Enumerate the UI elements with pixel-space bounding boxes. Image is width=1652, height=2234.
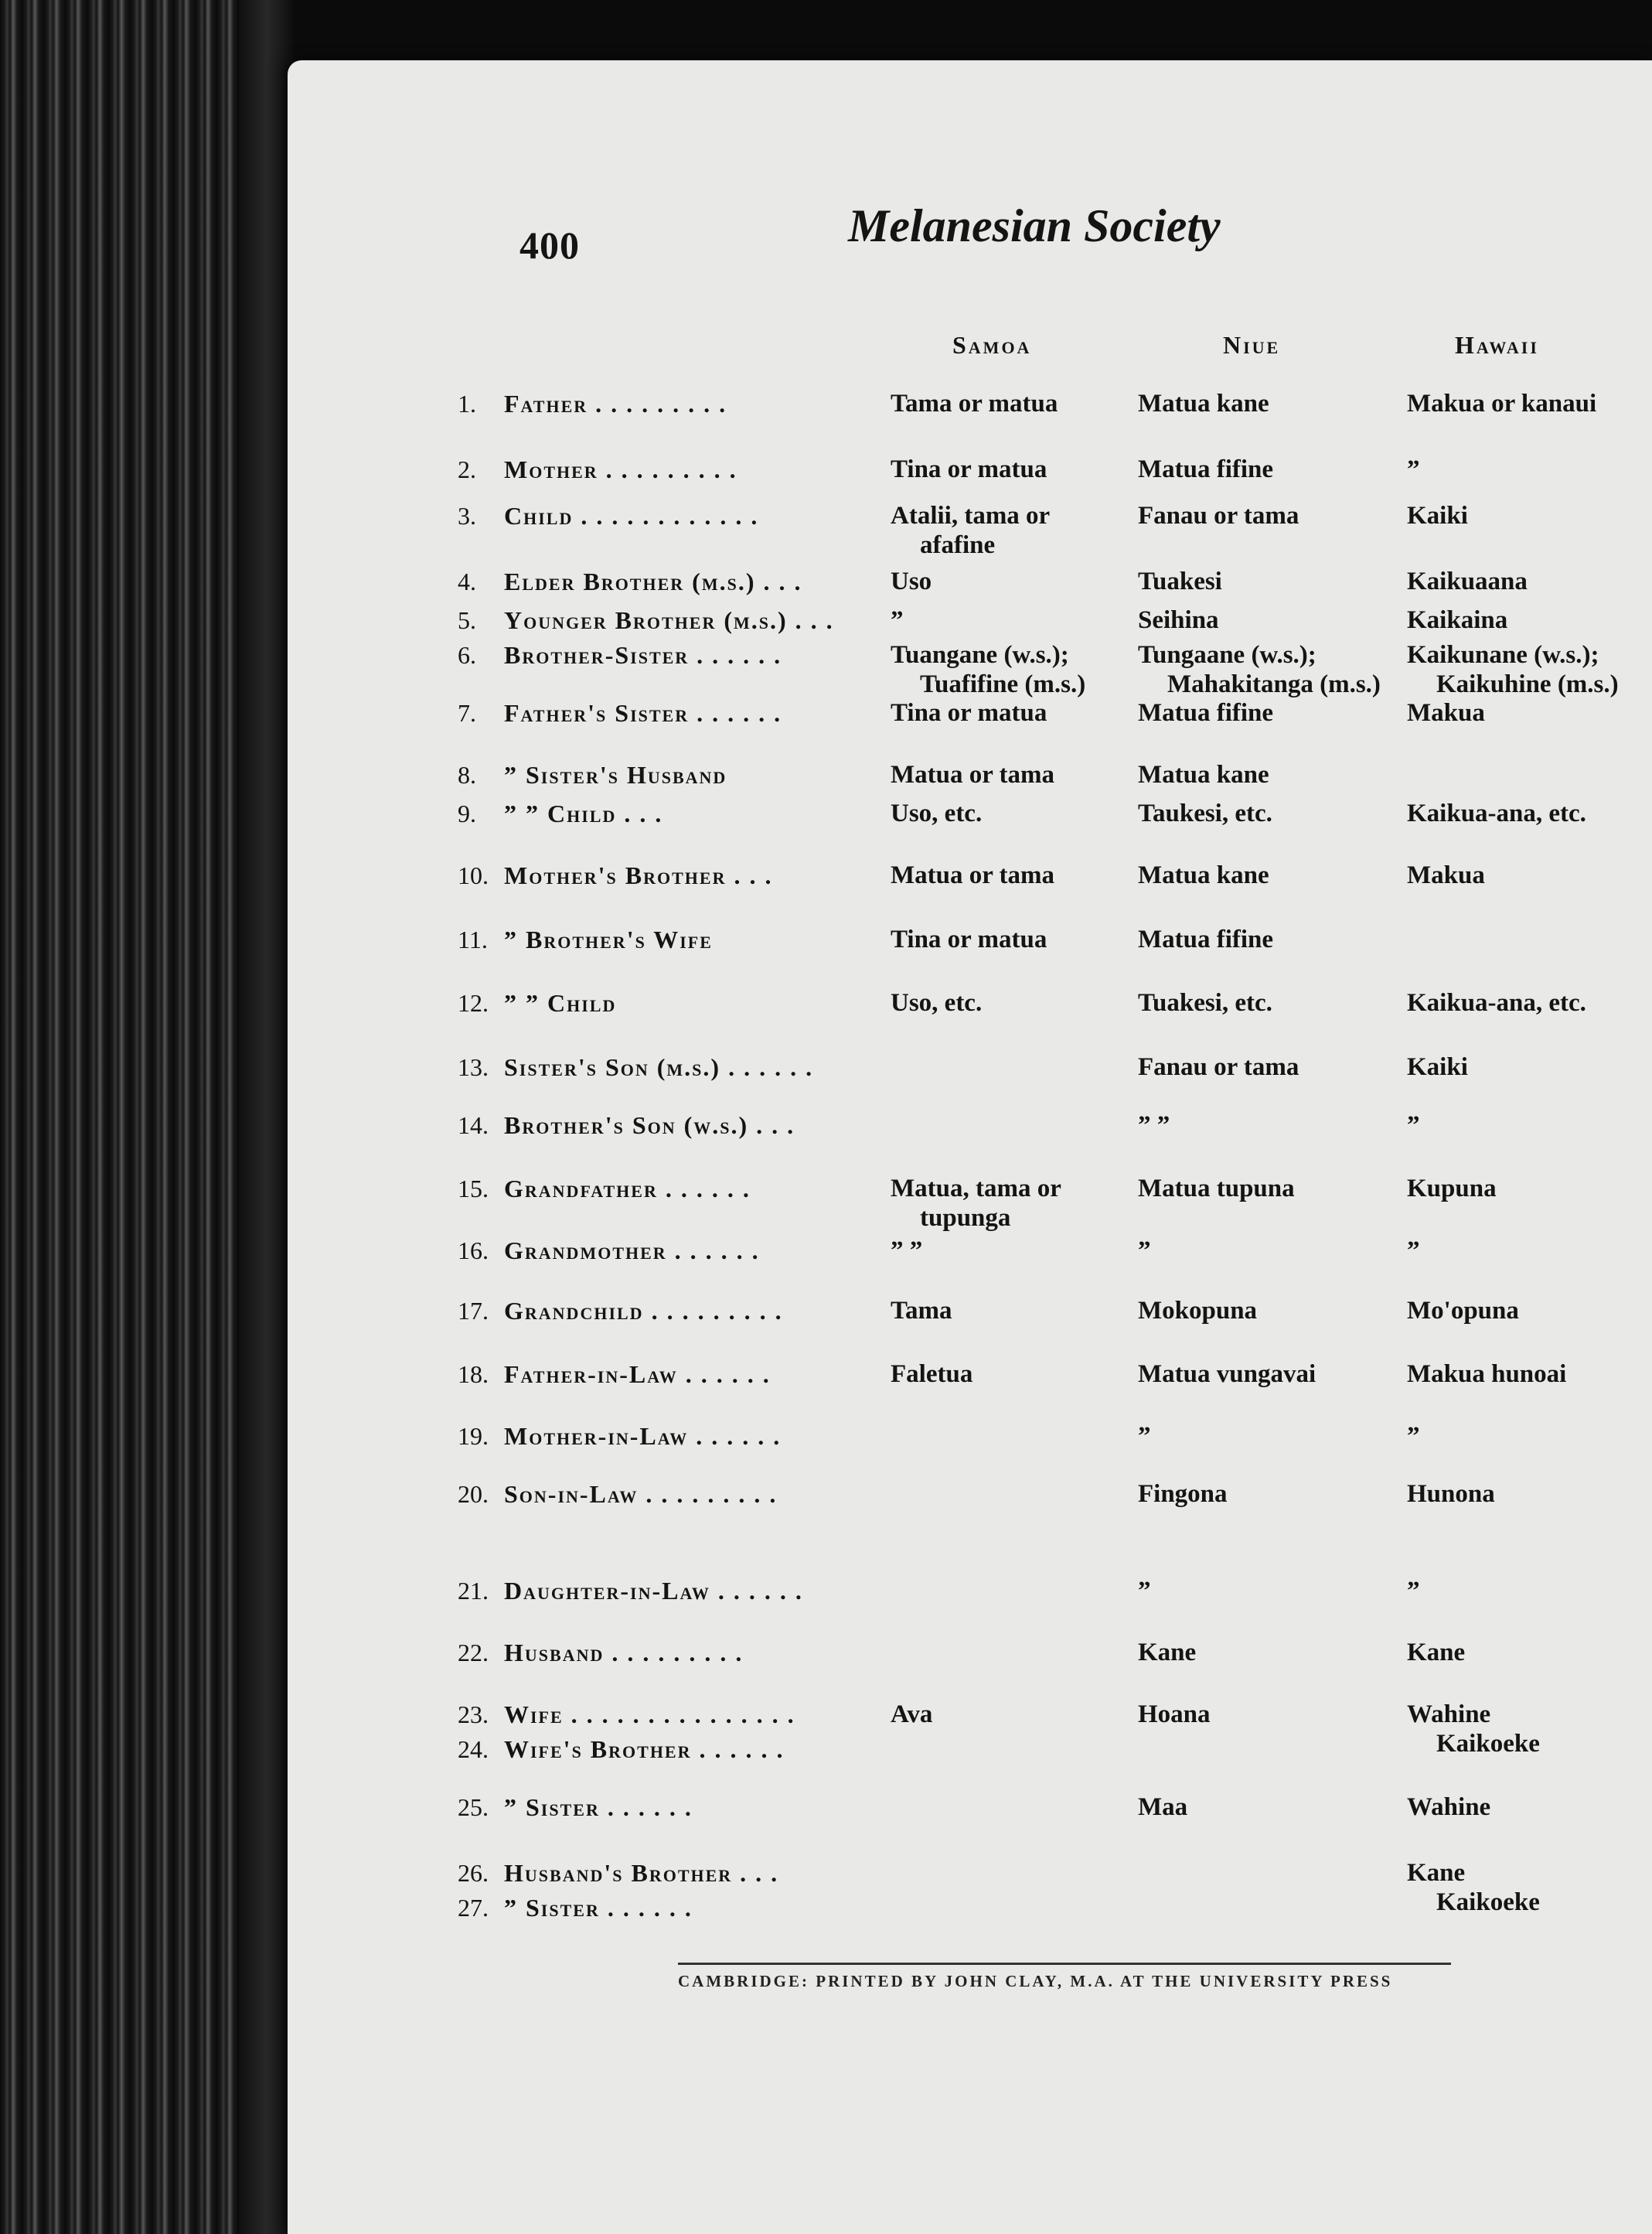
samoa-term bbox=[891, 455, 1047, 484]
niue-term-line: Fingona bbox=[1138, 1480, 1228, 1508]
table-row bbox=[288, 799, 1652, 830]
table-row bbox=[288, 605, 1652, 636]
niue-term-line: ” bbox=[1138, 1577, 1151, 1605]
row-number: 12. bbox=[458, 989, 489, 1017]
hawaii-term bbox=[1407, 1479, 1495, 1509]
niue-term bbox=[1138, 1638, 1196, 1667]
niue-term-line: Matua fifine bbox=[1138, 699, 1274, 727]
samoa-term-line: Uso bbox=[891, 568, 932, 595]
niue-term-line: Mokopuna bbox=[1138, 1297, 1258, 1325]
hawaii-term-line: Kaikuaana bbox=[1407, 568, 1528, 595]
row-number: 17. bbox=[458, 1297, 489, 1325]
table-row bbox=[288, 640, 1652, 698]
hawaii-term-line: Makua bbox=[1407, 861, 1485, 889]
hawaii-term bbox=[1407, 1792, 1490, 1822]
table-row bbox=[288, 1576, 1652, 1607]
niue-term bbox=[1138, 1792, 1187, 1822]
samoa-term bbox=[891, 1236, 922, 1265]
table-row bbox=[288, 760, 1652, 791]
table-row bbox=[288, 925, 1652, 956]
niue-term-line: Kane bbox=[1138, 1639, 1197, 1666]
niue-term-line: Maa bbox=[1138, 1793, 1188, 1821]
kinship-term: Elder Brother (m.s.) . . . bbox=[504, 568, 802, 595]
kinship-term: ” ” Child bbox=[504, 989, 617, 1017]
table-row bbox=[288, 988, 1652, 1019]
niue-term-line: Tungaane (w.s.); bbox=[1138, 641, 1316, 669]
hawaii-term bbox=[1407, 1421, 1420, 1451]
column-header-hawaii: Hawaii bbox=[1455, 331, 1539, 359]
kinship-term: Husband . . . . . . . . . bbox=[504, 1639, 744, 1666]
table-row bbox=[288, 1421, 1652, 1452]
samoa-term-line: Atalii, tama or bbox=[891, 502, 1051, 530]
hawaii-term bbox=[1407, 455, 1420, 484]
samoa-term-line: tupunga bbox=[920, 1204, 1011, 1232]
kinship-term: Grandmother . . . . . . bbox=[504, 1236, 760, 1264]
niue-term bbox=[1138, 640, 1381, 699]
hawaii-term bbox=[1407, 1110, 1420, 1140]
kinship-term: ” Sister . . . . . . bbox=[504, 1793, 693, 1821]
table-row bbox=[288, 389, 1652, 420]
column-header-niue: Niue bbox=[1223, 331, 1281, 359]
table-row bbox=[288, 698, 1652, 729]
hawaii-term bbox=[1407, 640, 1619, 699]
row-number: 11. bbox=[458, 926, 488, 953]
niue-term bbox=[1138, 799, 1272, 828]
row-number: 14. bbox=[458, 1111, 489, 1139]
hawaii-term bbox=[1407, 1638, 1465, 1667]
kinship-term: ” ” Child . . . bbox=[504, 800, 663, 827]
row-number: 1. bbox=[458, 390, 476, 418]
samoa-term bbox=[891, 760, 1054, 790]
table-row bbox=[288, 501, 1652, 559]
niue-term-line: Matua kane bbox=[1138, 861, 1269, 889]
niue-term bbox=[1138, 1576, 1151, 1605]
samoa-term bbox=[891, 1700, 932, 1729]
row-number: 3. bbox=[458, 502, 476, 530]
table-row bbox=[288, 1236, 1652, 1267]
hawaii-term-line: Makua hunoai bbox=[1407, 1360, 1567, 1388]
hawaii-term-line: Kaikuhine (m.s.) bbox=[1436, 670, 1619, 698]
niue-term bbox=[1138, 1359, 1316, 1389]
samoa-term bbox=[891, 925, 1047, 954]
hawaii-term-line: Hunona bbox=[1407, 1480, 1495, 1508]
samoa-term bbox=[891, 698, 1047, 728]
hawaii-term-line: Kupuna bbox=[1407, 1175, 1497, 1202]
row-number: 16. bbox=[458, 1236, 489, 1264]
table-row bbox=[288, 1792, 1652, 1823]
table-row bbox=[288, 455, 1652, 486]
running-head: Melanesian Society bbox=[848, 200, 1221, 251]
row-number: 6. bbox=[458, 641, 476, 669]
hawaii-term bbox=[1407, 1174, 1497, 1203]
hawaii-term bbox=[1407, 988, 1586, 1018]
table-row bbox=[288, 1359, 1652, 1390]
row-number: 23. bbox=[458, 1700, 489, 1728]
hawaii-term-line: Kaiki bbox=[1407, 502, 1468, 530]
niue-term bbox=[1138, 925, 1273, 954]
book-edge bbox=[0, 0, 294, 2234]
hawaii-term bbox=[1407, 1052, 1468, 1082]
kinship-term: ” Brother's Wife bbox=[504, 926, 713, 953]
kinship-term: Father's Sister . . . . . . bbox=[504, 699, 782, 727]
samoa-term-line: Tina or matua bbox=[891, 926, 1047, 953]
hawaii-term-line: ” bbox=[1407, 1422, 1420, 1450]
niue-term-line: Matua vungavai bbox=[1138, 1360, 1316, 1388]
niue-term bbox=[1138, 455, 1273, 484]
niue-term-line: Matua fifine bbox=[1138, 455, 1274, 483]
row-number: 8. bbox=[458, 761, 476, 789]
kinship-term: Daughter-in-Law . . . . . . bbox=[504, 1577, 803, 1605]
hawaii-term-line: Kaikua-ana, etc. bbox=[1407, 800, 1586, 827]
kinship-term: Son-in-Law . . . . . . . . . bbox=[504, 1480, 778, 1508]
kinship-term: Father-in-Law . . . . . . bbox=[504, 1360, 771, 1388]
niue-term bbox=[1138, 1174, 1295, 1203]
row-number: 2. bbox=[458, 455, 476, 483]
hawaii-term bbox=[1407, 1296, 1519, 1325]
hawaii-term bbox=[1407, 861, 1485, 890]
hawaii-term bbox=[1407, 1359, 1566, 1389]
row-number: 25. bbox=[458, 1793, 489, 1821]
niue-term-line: ” bbox=[1138, 1236, 1151, 1264]
hawaii-term-line: Kaikoeke bbox=[1436, 1888, 1540, 1916]
samoa-term-line: Faletua bbox=[891, 1360, 973, 1388]
kinship-term: Grandfather . . . . . . bbox=[504, 1175, 751, 1202]
hawaii-term-line: ” bbox=[1407, 455, 1420, 483]
hawaii-term-line: Kane bbox=[1407, 1639, 1466, 1666]
niue-term bbox=[1138, 1421, 1151, 1451]
samoa-term bbox=[891, 799, 982, 828]
kinship-term: Brother's Son (w.s.) . . . bbox=[504, 1111, 795, 1139]
hawaii-term-line: ” bbox=[1407, 1111, 1420, 1139]
hawaii-term bbox=[1407, 799, 1586, 828]
niue-term bbox=[1138, 988, 1272, 1018]
niue-term bbox=[1138, 861, 1269, 890]
niue-term-line: Matua tupuna bbox=[1138, 1175, 1295, 1202]
niue-term-line: Fanau or tama bbox=[1138, 1053, 1299, 1081]
hawaii-term-line: ” bbox=[1407, 1577, 1420, 1605]
table-row bbox=[288, 1110, 1652, 1141]
table-row bbox=[288, 1638, 1652, 1669]
hawaii-term-line: Mo'opuna bbox=[1407, 1297, 1519, 1325]
samoa-term-line: Tama bbox=[891, 1297, 952, 1325]
samoa-term-line: Matua or tama bbox=[891, 761, 1055, 789]
table-row bbox=[288, 861, 1652, 892]
niue-term bbox=[1138, 698, 1273, 728]
samoa-term bbox=[891, 605, 904, 635]
hawaii-term-line: Kaikaina bbox=[1407, 606, 1508, 634]
kinship-term: Brother-Sister . . . . . . bbox=[504, 641, 782, 669]
kinship-term: Sister's Son (m.s.) . . . . . . bbox=[504, 1053, 814, 1081]
samoa-term-line: Tina or matua bbox=[891, 455, 1047, 483]
samoa-term-line: Tina or matua bbox=[891, 699, 1047, 727]
niue-term-line: Matua kane bbox=[1138, 761, 1269, 789]
hawaii-term-line: Wahine bbox=[1407, 1700, 1491, 1728]
kinship-term: Wife . . . . . . . . . . . . . . . bbox=[504, 1700, 795, 1728]
samoa-term bbox=[891, 389, 1058, 418]
samoa-term bbox=[891, 1174, 1061, 1233]
samoa-term bbox=[891, 567, 932, 596]
hawaii-term-line: Kane bbox=[1407, 1859, 1466, 1887]
row-number: 13. bbox=[458, 1053, 489, 1081]
samoa-term-line: afafine bbox=[920, 531, 996, 559]
kinship-term: Grandchild . . . . . . . . . bbox=[504, 1297, 783, 1325]
row-number: 10. bbox=[458, 861, 489, 889]
samoa-term-line: Tuangane (w.s.); bbox=[891, 641, 1069, 669]
hawaii-term bbox=[1407, 1236, 1420, 1265]
table-row bbox=[288, 1052, 1652, 1083]
printer-colophon: CAMBRIDGE: PRINTED BY JOHN CLAY, M.A. AT THE UNIVERSITY PRESS bbox=[678, 1972, 1393, 1990]
samoa-term-line: ” bbox=[891, 606, 904, 634]
row-number: 27. bbox=[458, 1894, 489, 1922]
column-header-samoa: Samoa bbox=[952, 331, 1032, 359]
row-number: 26. bbox=[458, 1859, 489, 1887]
samoa-term-line: Matua or tama bbox=[891, 861, 1055, 889]
kinship-term: Mother-in-Law . . . . . . bbox=[504, 1422, 782, 1450]
book-page bbox=[288, 60, 1652, 2234]
kinship-term: Younger Brother (m.s.) . . . bbox=[504, 606, 834, 634]
kinship-term: Father . . . . . . . . . bbox=[504, 390, 727, 418]
niue-term-line: Taukesi, etc. bbox=[1138, 800, 1272, 827]
samoa-term bbox=[891, 1359, 972, 1389]
samoa-term-line: Uso, etc. bbox=[891, 800, 983, 827]
table-row bbox=[288, 567, 1652, 598]
niue-term-line: ” bbox=[1138, 1422, 1151, 1450]
samoa-term bbox=[891, 861, 1054, 890]
niue-term-line: Mahakitanga (m.s.) bbox=[1167, 670, 1381, 698]
row-number: 4. bbox=[458, 568, 476, 595]
niue-term-line: Tuakesi, etc. bbox=[1138, 989, 1272, 1017]
row-number: 20. bbox=[458, 1480, 489, 1508]
row-number: 21. bbox=[458, 1577, 489, 1605]
row-number: 22. bbox=[458, 1639, 489, 1666]
samoa-term-line: Matua, tama or bbox=[891, 1175, 1061, 1202]
hawaii-term bbox=[1407, 567, 1528, 596]
kinship-term: Mother's Brother . . . bbox=[504, 861, 773, 889]
hawaii-term-line: Kaiki bbox=[1407, 1053, 1468, 1081]
kinship-term: Child . . . . . . . . . . . . bbox=[504, 502, 759, 530]
hawaii-term-line: Wahine bbox=[1407, 1793, 1491, 1821]
table-row bbox=[288, 1893, 1652, 1924]
row-number: 15. bbox=[458, 1175, 489, 1202]
page-number: 400 bbox=[519, 223, 580, 267]
footer-rule bbox=[678, 1963, 1451, 1965]
samoa-term bbox=[891, 1296, 952, 1325]
row-number: 9. bbox=[458, 800, 476, 827]
samoa-term-line: ” ” bbox=[891, 1236, 923, 1264]
niue-term bbox=[1138, 1052, 1299, 1082]
niue-term-line: Matua fifine bbox=[1138, 926, 1274, 953]
hawaii-term bbox=[1407, 605, 1507, 635]
kinship-term: Mother . . . . . . . . . bbox=[504, 455, 737, 483]
samoa-term bbox=[891, 640, 1085, 699]
niue-term bbox=[1138, 1479, 1228, 1509]
niue-term bbox=[1138, 501, 1299, 530]
niue-term-line: ” ” bbox=[1138, 1111, 1170, 1139]
table-row bbox=[288, 1296, 1652, 1327]
table-row bbox=[288, 1734, 1652, 1765]
row-number: 18. bbox=[458, 1360, 489, 1388]
hawaii-term bbox=[1407, 698, 1485, 728]
niue-term bbox=[1138, 389, 1269, 418]
niue-term bbox=[1138, 760, 1269, 790]
niue-term bbox=[1138, 567, 1222, 596]
row-number: 5. bbox=[458, 606, 476, 634]
hawaii-term-line: Kaikua-ana, etc. bbox=[1407, 989, 1586, 1017]
kinship-term: ” Sister's Husband bbox=[504, 761, 727, 789]
niue-term-line: Seihina bbox=[1138, 606, 1219, 634]
table-row bbox=[288, 1479, 1652, 1510]
hawaii-term-line: Kaikoeke bbox=[1436, 1730, 1540, 1758]
samoa-term-line: Ava bbox=[891, 1700, 933, 1728]
hawaii-term-line: Makua or kanaui bbox=[1407, 390, 1597, 418]
hawaii-term bbox=[1407, 1576, 1420, 1605]
hawaii-term-line: ” bbox=[1407, 1236, 1420, 1264]
niue-term bbox=[1138, 605, 1219, 635]
samoa-term-line: Tama or matua bbox=[891, 390, 1058, 418]
row-number: 7. bbox=[458, 699, 476, 727]
niue-term bbox=[1138, 1296, 1257, 1325]
niue-term-line: Matua kane bbox=[1138, 390, 1269, 418]
niue-term bbox=[1138, 1236, 1151, 1265]
samoa-term-line: Uso, etc. bbox=[891, 989, 983, 1017]
niue-term bbox=[1138, 1110, 1170, 1140]
niue-term-line: Tuakesi bbox=[1138, 568, 1222, 595]
kinship-term: Wife's Brother . . . . . . bbox=[504, 1735, 785, 1763]
hawaii-term-line: Kaikunane (w.s.); bbox=[1407, 641, 1599, 669]
niue-term-line: Fanau or tama bbox=[1138, 502, 1299, 530]
niue-term-line: Hoana bbox=[1138, 1700, 1211, 1728]
niue-term bbox=[1138, 1700, 1211, 1729]
kinship-term: Husband's Brother . . . bbox=[504, 1859, 779, 1887]
row-number: 24. bbox=[458, 1735, 489, 1763]
samoa-term bbox=[891, 501, 1050, 560]
hawaii-term-line: Makua bbox=[1407, 699, 1485, 727]
hawaii-term bbox=[1407, 389, 1596, 418]
table-row bbox=[288, 1174, 1652, 1232]
row-number: 19. bbox=[458, 1422, 489, 1450]
samoa-term bbox=[891, 988, 982, 1018]
kinship-term: ” Sister . . . . . . bbox=[504, 1894, 693, 1922]
hawaii-term bbox=[1407, 501, 1468, 530]
samoa-term-line: Tuafifine (m.s.) bbox=[920, 670, 1086, 698]
